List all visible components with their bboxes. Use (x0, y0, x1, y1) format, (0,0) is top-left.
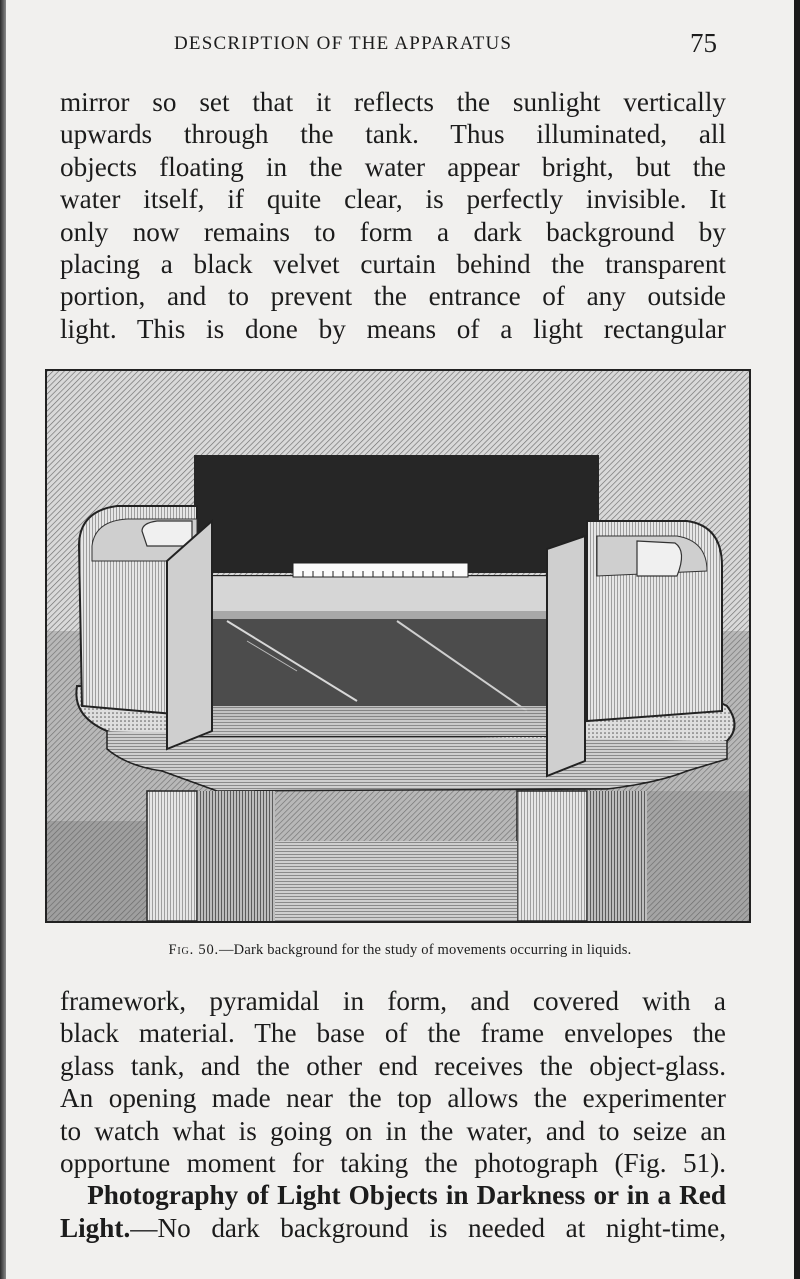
text-line: water itself, if quite clear, is perfectly invisible. It (60, 184, 726, 215)
apparatus-engraving (47, 371, 749, 921)
text-line: portion, and to prevent the entrance of any outside (60, 281, 726, 312)
text-line: light. This is done by means of a light rectangular (60, 313, 726, 344)
figure-caption-text: —Dark background for the study of movements occurring in liquids. (218, 942, 632, 958)
text-line: only now remains to form a dark background by (60, 216, 726, 247)
bottom-paragraph (60, 985, 726, 1244)
text-line: framework, pyramidal in form, and covered with a (60, 986, 726, 1016)
running-head (6, 30, 794, 62)
text-line: opportune moment for taking the photograph (Fig. 51). (60, 1148, 726, 1179)
text-line: mirror so set that it reflects the sunlight vertically (60, 87, 726, 117)
engraving-figure (45, 369, 751, 923)
text-line (60, 1212, 726, 1244)
top-paragraph (60, 86, 726, 345)
section-text: —No dark background is needed at night-time, (130, 1212, 726, 1243)
figure-label: Fig. 50. (168, 942, 219, 958)
text-line: placing a black velvet curtain behind the transparent (60, 249, 726, 280)
page-number: 75 (690, 28, 717, 58)
text-line: black material. The base of the frame envelopes the (60, 1018, 726, 1049)
book-page (6, 0, 794, 1279)
section-heading-end: Light. (60, 1212, 131, 1243)
text-line: to watch what is going on in the water, and to seize an (60, 1115, 726, 1146)
running-head-title: DESCRIPTION OF THE APPARATUS (174, 33, 513, 54)
text-line: An opening made near the top allows the experimenter (60, 1083, 726, 1114)
text-line: glass tank, and the other end receives the object-glass. (60, 1050, 726, 1081)
text-line: objects floating in the water appear bright, but the (60, 151, 726, 182)
section-heading: Photography of Light Objects in Darkness or in a Red (87, 1180, 726, 1211)
section-heading-line (60, 1179, 726, 1211)
text-line: upwards through the tank. Thus illuminated, all (60, 119, 726, 150)
figure-caption (6, 942, 794, 959)
